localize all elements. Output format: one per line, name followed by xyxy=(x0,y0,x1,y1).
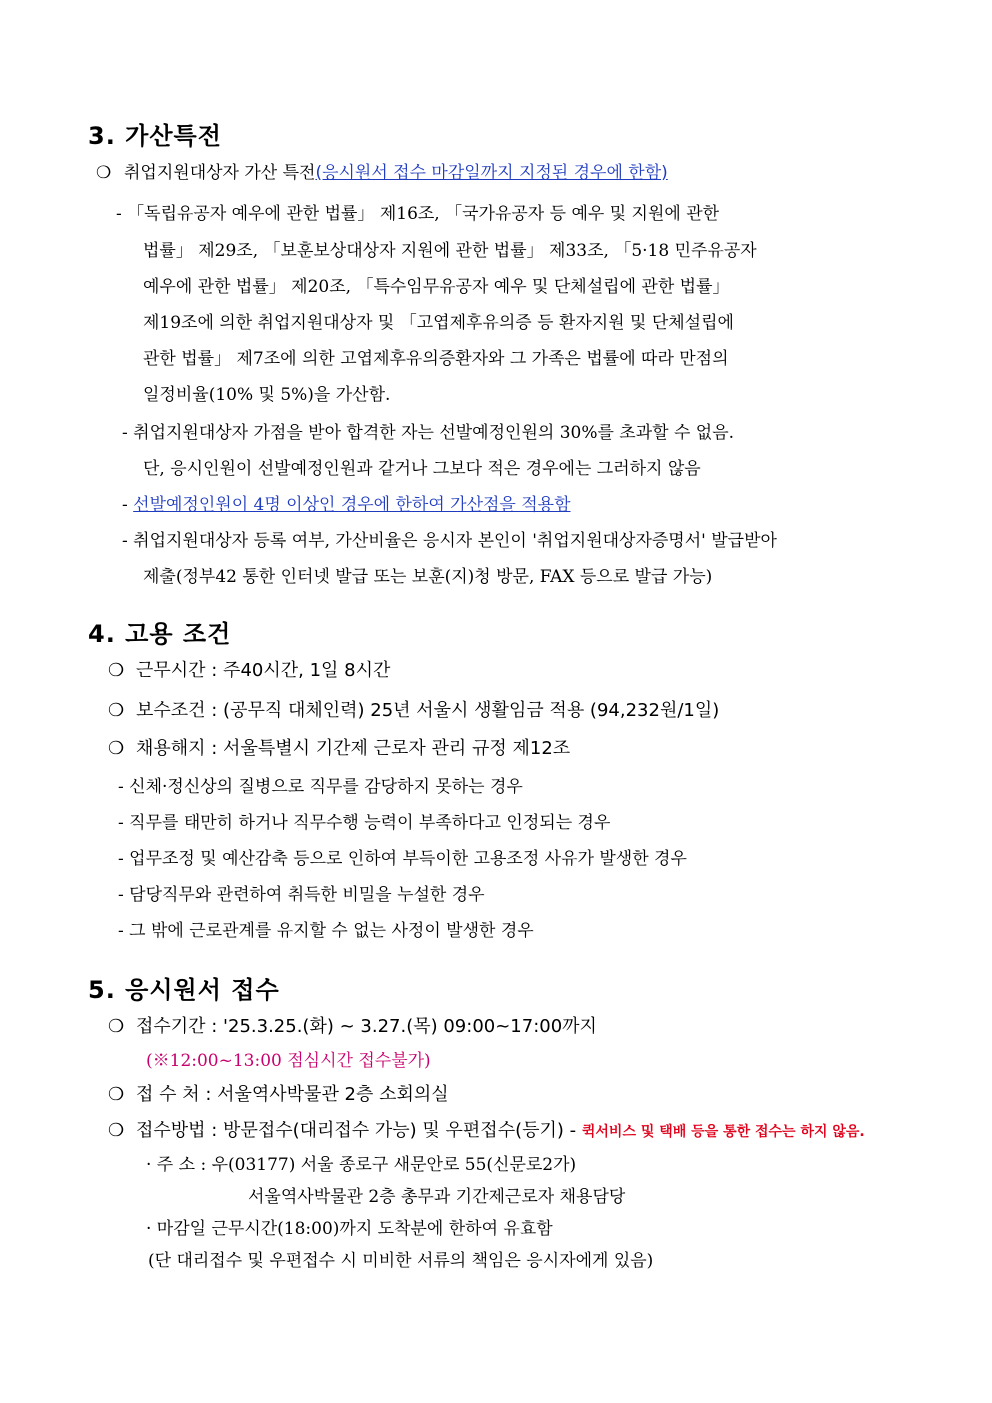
section-5-heading: 5. 응시원서 접수 xyxy=(88,976,280,1004)
bullet-text: 취업지원대상자 가산 특전 xyxy=(124,163,316,183)
address-line-1: · 주 소 : 우(03177) 서울 종로구 새문안로 55(신문로2가) xyxy=(146,1155,577,1175)
blue-underlined-text: 선발예정인원이 4명 이상인 경우에 한하여 가산점을 적용함 xyxy=(133,495,571,515)
section-5-place xyxy=(108,1084,449,1106)
bullet-text: 보수조건 : (공무직 대체인력) 25년 서울시 생활임금 적용 (94,232원/1일) xyxy=(136,700,720,721)
circle-bullet-icon: ❍ xyxy=(108,700,125,721)
dash-item: - 업무조정 및 예산감축 등으로 인하여 부득이한 고용조정 사유가 발생한 경우 xyxy=(118,849,687,869)
place-text: 접 수 처 : 서울역사박물관 2층 소회의실 xyxy=(136,1084,449,1105)
para-line: 예우에 관한 법률」 제20조, 「특수임무유공자 예우 및 단체설립에 관한 법률」 xyxy=(143,277,730,297)
section-4-bullet xyxy=(108,700,719,722)
para-line: 법률」 제29조, 「보훈보상대상자 지원에 관한 법률」 제33조, 「5·18 민주유공자 xyxy=(143,241,757,261)
section-5-method xyxy=(108,1120,865,1143)
dash-item: - 신체·정신상의 질병으로 직무를 감당하지 못하는 경우 xyxy=(118,777,523,797)
circle-bullet-icon: ❍ xyxy=(108,738,125,759)
para-line-highlight xyxy=(122,494,571,516)
section-4-bullet xyxy=(108,738,570,760)
circle-bullet-icon: ❍ xyxy=(108,1084,125,1105)
bullet-text: 채용해지 : 서울특별시 기간제 근로자 관리 규정 제12조 xyxy=(136,738,571,759)
dash-item: - 직무를 태만히 하거나 직무수행 능력이 부족하다고 인정되는 경우 xyxy=(118,813,611,833)
dash: - xyxy=(122,495,134,515)
bullet-text: 근무시간 : 주40시간, 1일 8시간 xyxy=(136,660,391,681)
address-line-2: 서울역사박물관 2층 총무과 기간제근로자 채용담당 xyxy=(248,1187,626,1207)
deadline-line: · 마감일 근무시간(18:00)까지 도착분에 한하여 유효함 xyxy=(146,1219,553,1239)
method-text: 접수방법 : 방문접수(대리접수 가능) 및 우편접수(등기) - xyxy=(136,1120,577,1141)
period-note: (※12:00~13:00 점심시간 접수불가) xyxy=(146,1051,431,1071)
para-line: 제19조에 의한 취업지원대상자 및 「고엽제후유의증 등 환자지원 및 단체설립에 xyxy=(143,313,734,333)
section-3-bullet-1 xyxy=(96,162,668,184)
section-5-period xyxy=(108,1016,597,1038)
para-line: 제출(정부42 통한 인터넷 발급 또는 보훈(지)청 방문, FAX 등으로 발급 가능) xyxy=(143,567,713,587)
para-line: 관한 법률」 제7조에 의한 고엽제후유의증환자와 그 가족은 법률에 따라 만점의 xyxy=(143,349,729,369)
responsibility-note: (단 대리접수 및 우편접수 시 미비한 서류의 책임은 응시자에게 있음) xyxy=(148,1251,654,1271)
bullet-note: (응시원서 접수 마감일까지 지정된 경우에 한함) xyxy=(315,163,668,183)
para-line: 단, 응시인원이 선발예정인원과 같거나 그보다 적은 경우에는 그러하지 않음 xyxy=(143,459,701,479)
method-note: 퀵서비스 및 택배 등을 통한 접수는 하지 않음. xyxy=(581,1124,865,1140)
section-4-bullet xyxy=(108,660,390,682)
section-3-heading: 3. 가산특전 xyxy=(88,122,222,150)
para-line: 일정비율(10% 및 5%)을 가산함. xyxy=(143,385,391,405)
circle-bullet-icon: ❍ xyxy=(108,1120,125,1141)
para-line: - 「독립유공자 예우에 관한 법률」 제16조, 「국가유공자 등 예우 및 지원에 관한 xyxy=(116,204,720,224)
circle-bullet-icon: ❍ xyxy=(96,163,112,183)
section-4-heading: 4. 고용 조건 xyxy=(88,620,232,648)
para-line: - 취업지원대상자 가점을 받아 합격한 자는 선발예정인원의 30%를 초과할 수 없음. xyxy=(122,423,735,443)
circle-bullet-icon: ❍ xyxy=(108,660,125,681)
dash-item: - 그 밖에 근로관계를 유지할 수 없는 사정이 발생한 경우 xyxy=(118,921,534,941)
period-text: 접수기간 : '25.3.25.(화) ~ 3.27.(목) 09:00~17:00까지 xyxy=(136,1016,597,1037)
para-line: - 취업지원대상자 등록 여부, 가산비율은 응시자 본인이 '취업지원대상자증명서' 발급받아 xyxy=(122,531,777,551)
dash-item: - 담당직무와 관련하여 취득한 비밀을 누설한 경우 xyxy=(118,885,485,905)
circle-bullet-icon: ❍ xyxy=(108,1016,125,1037)
